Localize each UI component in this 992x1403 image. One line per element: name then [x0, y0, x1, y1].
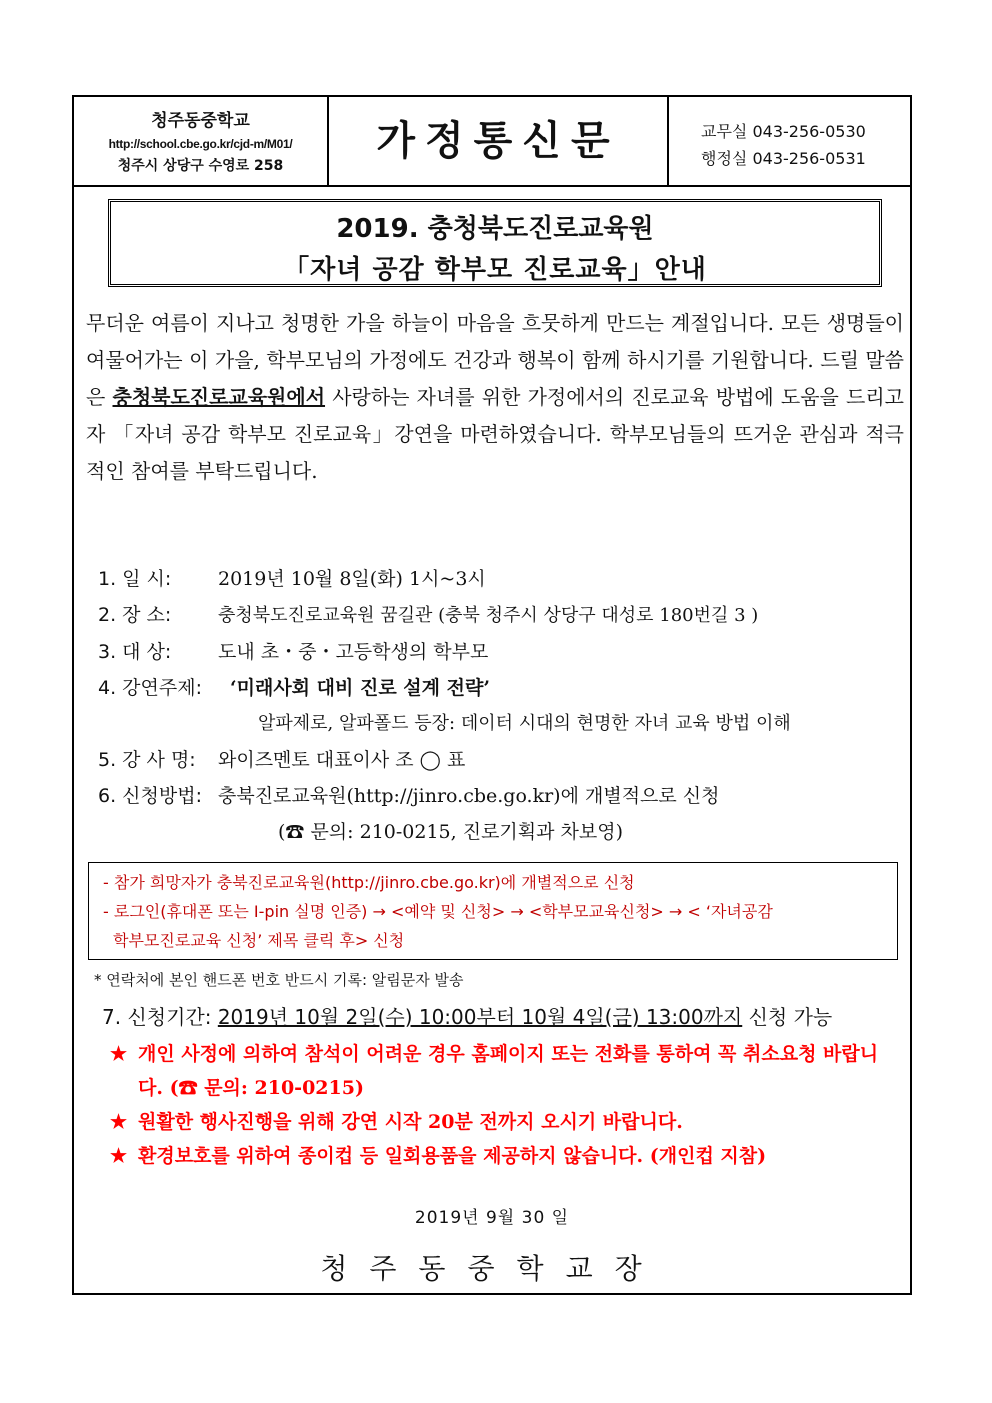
school-name: 청주동중학교	[151, 111, 250, 131]
document-frame	[72, 95, 912, 1295]
apply-contact: (☎ 문의: 210-0215, 진로기획과 차보영)	[278, 821, 624, 843]
note-line: - 로그인(휴대폰 또는 I-pin 실명 인증) → <예약 및 신청> → <학부모교육신청> → < ‘자녀공감	[103, 902, 773, 921]
school-address: 청주시 상당구 수영로 258	[117, 158, 284, 174]
detail-value: 와이즈멘토 대표이사 조 ◯ 표	[218, 749, 466, 771]
warning-item	[110, 1139, 900, 1173]
detail-label: 2. 장 소:	[98, 604, 172, 626]
intro-before: 무더운 여름이 지나고 청명한 가을 하늘이 마음을 흐뭇하게 만드는 계절입니다. 모든 생명들이 여물어가는 이 가을, 학부모님의 가정에도 건강과 행복이 함께 하시기를 기원합니다. 드릴 말씀은	[86, 311, 904, 409]
detail-value: 2019년 10월 8일(화) 1시~3시	[218, 568, 486, 590]
detail-list	[98, 561, 898, 850]
intro-paragraph	[86, 305, 904, 490]
detail-value: 충청북도진로교육원 꿈길관 (충북 청주시 상당구 대성로 180번길 3 )	[218, 605, 759, 626]
warning-text: 환경보호를 위하여 종이컵 등 일회용품을 제공하지 않습니다. (개인컵 지참)	[138, 1145, 767, 1167]
school-info	[74, 97, 329, 185]
apply-notes-box	[88, 862, 898, 960]
warning-item	[110, 1037, 900, 1105]
intro-after: 사랑하는 자녀를 위한 가정에서의 진로교육 방법에 도움을 드리고자 「자녀 공감 학부모 진로교육」강연을 마련하였습니다. 학부모님들의 뜨거운 관심과 적극적인 참여를 부탁드립니다.	[86, 385, 905, 483]
phone-admin: 행정실 043-256-0531	[701, 149, 866, 168]
star-icon: ★	[110, 1111, 128, 1133]
detail-label: 6. 신청방법:	[98, 785, 202, 807]
detail-value: 충북진로교육원(http://jinro.cbe.go.kr)에 개별적으로 신청	[218, 785, 720, 807]
apply-period	[102, 1001, 832, 1030]
warning-text: 개인 사정에 의하여 참석이 어려운 경우 홈페이지 또는 전화를 통하여 꼭 취소요청 바랍니다. (☎ 문의: 210-0215)	[138, 1043, 879, 1099]
detail-label: 4. 강연주제:	[98, 677, 202, 699]
detail-place	[98, 597, 898, 634]
detail-label: 1. 일 시:	[98, 568, 172, 590]
topic-subtitle: 알파제로, 알파폴드 등장: 데이터 시대의 현명한 자녀 교육 방법 이해	[258, 713, 791, 734]
doc-title: 가정통신문	[376, 118, 620, 164]
intro-highlight: 충청북도진로교육원에서	[112, 385, 326, 409]
note-line: 학부모진로교육 신청’ 제목 클릭 후> 신청	[113, 931, 405, 950]
detail-date	[98, 561, 898, 597]
phone-info	[669, 97, 910, 185]
phone-academic: 교무실 043-256-0530	[701, 122, 866, 141]
school-url[interactable]: http://school.cbe.go.kr/cjd-m/M01/	[108, 137, 293, 151]
detail-target	[98, 634, 898, 670]
header-table	[74, 97, 910, 187]
notice-title-box	[108, 199, 882, 287]
contact-note: * 연락처에 본인 핸드폰 번호 반드시 기록: 알림문자 발송	[94, 971, 464, 989]
period-value: 2019년 10월 2일(수) 10:00부터 10월 4일(금) 13:00까지	[217, 1005, 743, 1029]
warning-item	[110, 1105, 900, 1139]
detail-topic	[98, 670, 898, 706]
star-icon: ★	[110, 1145, 128, 1167]
note-line: - 참가 희망자가 충북진로교육원(http://jinro.cbe.go.kr)에 개별적으로 신청	[103, 873, 635, 892]
period-suffix: 신청 가능	[742, 1005, 833, 1029]
issue-date: 2019년 9월 30 일	[414, 1208, 570, 1228]
detail-apply	[98, 778, 898, 814]
warning-list	[110, 1037, 900, 1173]
detail-label: 5. 강 사 명:	[98, 749, 196, 771]
notice-title-line1: 2019. 충청북도진로교육원	[336, 214, 654, 244]
star-icon: ★	[110, 1043, 128, 1065]
detail-label: 3. 대 상:	[98, 641, 172, 663]
period-label: 7. 신청기간:	[102, 1005, 218, 1029]
detail-speaker	[98, 742, 898, 778]
detail-value: 도내 초・중・고등학생의 학부모	[218, 641, 489, 663]
doc-title-cell	[329, 97, 669, 185]
detail-value: ‘미래사회 대비 진로 설계 전략’	[230, 677, 490, 699]
principal-signature: 청주동중학교장	[320, 1252, 664, 1285]
notice-title-line2: 「자녀 공감 학부모 진로교육」안내	[283, 255, 707, 285]
warning-text: 원활한 행사진행을 위해 강연 시작 20분 전까지 오시기 바랍니다.	[138, 1111, 683, 1133]
